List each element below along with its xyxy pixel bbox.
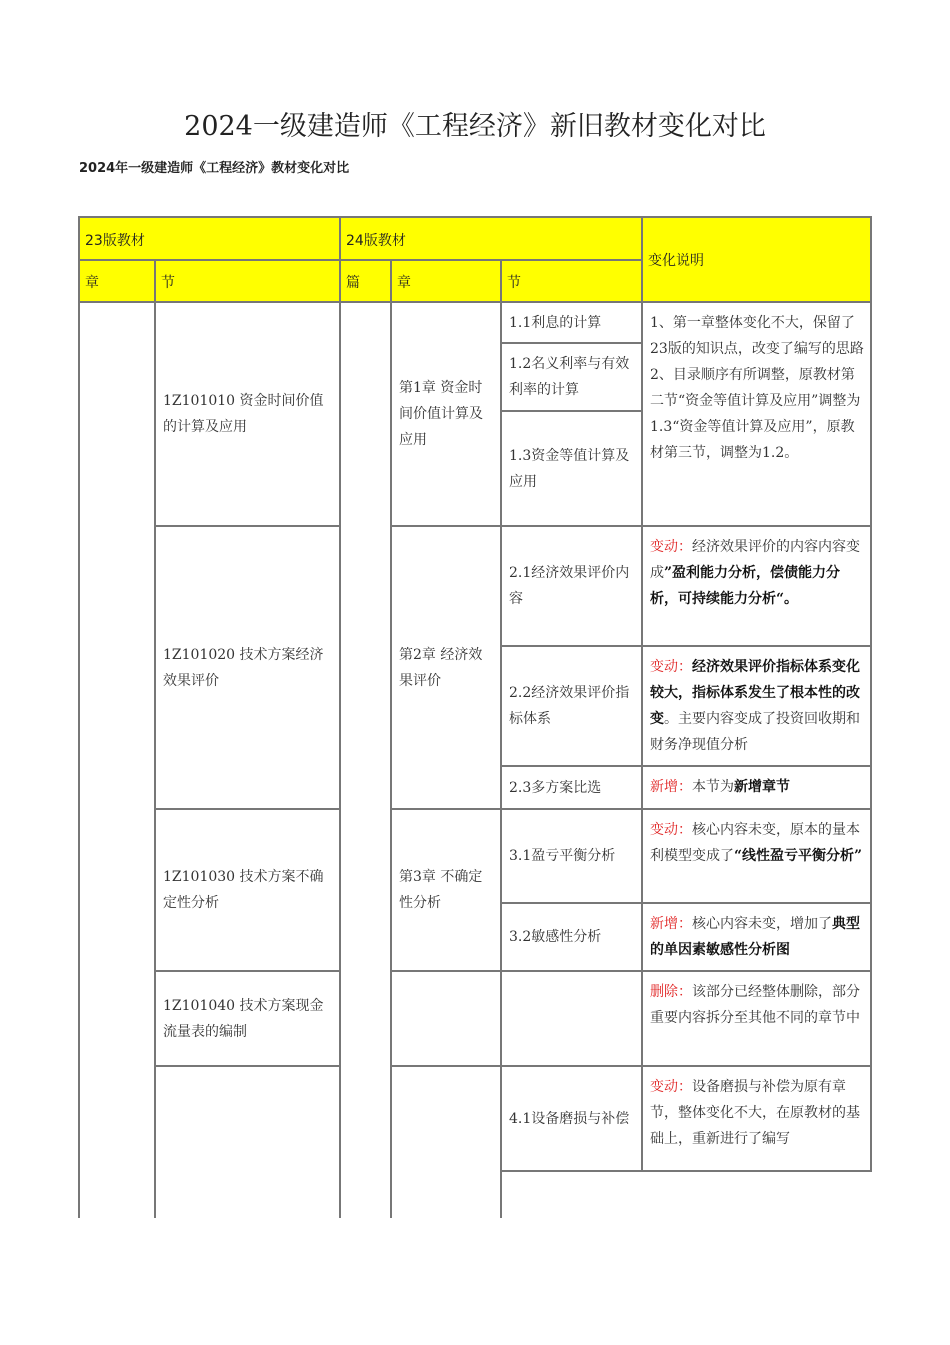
new-section-3-1: 3.1盈亏平衡分析 [509,848,616,864]
change-note-3-2: 新增：核心内容未变，增加了典型的单因素敏感性分析图 [650,916,860,958]
old-section-1: 1Z101010 资金时间价值的计算及应用 [163,393,324,435]
change-note-2-2: 变动：经济效果评价指标体系变化较大，指标体系发生了根本性的改变。主要内容变成了投资回收期和财务净现值分析 [650,659,860,753]
new-section-2-2: 2.2经济效果评价指标体系 [509,685,630,727]
page-title: 2024一级建造师《工程经济》新旧教材变化对比 [184,111,766,142]
header-v23 [79,217,340,260]
rule [155,970,340,972]
new-section-2-1: 2.1经济效果评价内容 [509,565,630,607]
rule-v [339,216,341,1218]
rule [501,645,872,647]
old-section-3: 1Z101030 技术方案不确定性分析 [163,869,324,911]
new-section-4-1: 4.1设备磨损与补偿 [509,1110,630,1127]
rule [155,525,340,527]
change-note-3-1: 变动：核心内容未变，原本的量本利模型变成了“线性盈亏平衡分析” [650,822,863,864]
rule-v [870,216,872,1172]
rule [391,525,872,527]
rule [155,1065,340,1067]
header-change-label: 变化说明 [648,253,704,269]
rule-v [641,216,643,1172]
rule [391,808,872,810]
rule-top [78,216,872,218]
header-zhang [79,260,155,302]
rule [501,410,642,412]
new-section-3-2: 3.2敏感性分析 [509,929,602,945]
new-chapter-2: 第2章 经济效果评价 [399,646,483,689]
rule [155,808,340,810]
new-chapter-1: 第1章 资金时间价值计算及应用 [399,380,483,448]
rule [391,1065,872,1067]
change-note-2-3: 新增：本节为新增章节 [650,779,790,795]
rule [501,902,872,904]
header-jie [155,260,340,302]
header-zhang2-label: 章 [397,275,411,291]
change-note-4-1: 变动：设备磨损与补偿为原有章节，整体变化不大，在原教材的基础上，重新进行了编写 [650,1079,860,1147]
new-section-1-3: 1.3资金等值计算及应用 [509,447,630,490]
change-note-4-0: 删除：该部分已经整体删除，部分重要内容拆分至其他不同的章节中 [650,984,860,1026]
new-section-2-3: 2.3多方案比选 [509,779,602,796]
rule-v [500,259,502,1218]
header-zhang-label: 章 [85,275,99,291]
rule-v [78,216,80,1218]
rule-header-mid [78,259,642,261]
old-section-2: 1Z101020 技术方案经济效果评价 [163,646,324,689]
old-section-4: 1Z101040 技术方案现金流量表的编制 [163,997,324,1040]
rule-v [390,259,392,1218]
header-pian-label: 篇 [346,275,360,291]
header-change [642,217,871,302]
header-zhang2 [391,260,501,302]
header-v24 [340,217,642,260]
new-section-1-2: 1.2名义利率与有效利率的计算 [509,356,630,398]
page-subtitle: 2024年一级建造师《工程经济》教材变化对比 [79,161,350,176]
header-pian [340,260,391,302]
rule-v [154,259,156,1218]
header-jie-label: 节 [161,275,175,291]
rule [391,970,872,972]
rule [501,1170,872,1172]
new-section-1-1: 1.1利息的计算 [509,314,602,331]
header-v23-label: 23版教材 [85,233,145,249]
change-note-2-1: 变动：经济效果评价的内容内容变成”盈利能力分析，偿债能力分析，可持续能力分析“。 [650,539,860,607]
header-v24-label: 24版教材 [346,233,406,249]
change-note-1: 1、第一章整体变化不大，保留了23版的知识点，改变了编写的思路 2、目录顺序有所调整，原教材第二节“资金等值计算及应用”调整为1.3“资金等值计算及应用”，原教材第三节，调整为1.2。 [650,315,864,461]
new-chapter-3: 第3章 不确定性分析 [399,869,483,911]
rule [501,342,642,344]
header-jie2-label: 节 [507,275,521,291]
rule [501,765,872,767]
rule-header-bottom [78,301,872,303]
header-jie2 [501,260,642,302]
